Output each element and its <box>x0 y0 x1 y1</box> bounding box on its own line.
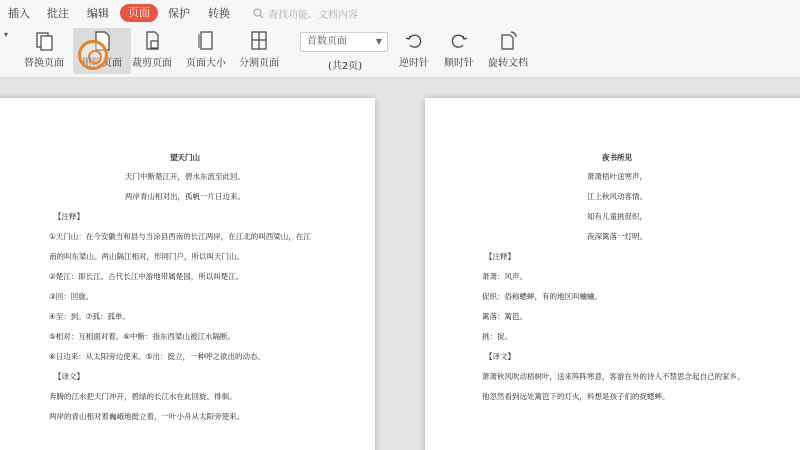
rotate-right-icon <box>448 30 470 52</box>
poem-line: 知有儿童挑促织， <box>587 212 647 221</box>
search-icon <box>253 8 264 19</box>
note-line: ②楚江：即长江。古代长江中游地带属楚国，所以叫楚江。 <box>49 272 244 281</box>
note-line: ⑤相对：互相面对着。⑥中断：指东西梁山被江水隔断。 <box>49 332 235 341</box>
translation-line: 他忽然看到远处篱笆下的灯火，料想是孩子们的捉蟋蟀。 <box>482 392 670 401</box>
crop-page-label: 裁剪页面 <box>132 58 172 69</box>
note-line: 萧萧：风声。 <box>482 272 527 281</box>
page-2-title: 夜书所见 <box>602 153 632 162</box>
page-range-select[interactable] <box>300 32 388 52</box>
rotate-left-icon <box>403 30 425 52</box>
note-line: ③回：回旋。 <box>49 292 94 301</box>
page-count-label: (共2页) <box>328 61 363 72</box>
menu-insert[interactable]: 插入 <box>8 7 30 20</box>
menu-convert[interactable]: 转换 <box>208 7 230 20</box>
poem-line: 萧萧梧叶送寒声， <box>587 172 647 181</box>
poem-line: 夜深篱落一灯明。 <box>587 232 647 241</box>
menu-page[interactable]: 页面 <box>120 4 158 22</box>
search-box[interactable] <box>253 6 358 21</box>
rotate-clockwise-label: 顺时针 <box>444 58 474 69</box>
click-highlight-indicator <box>78 40 108 70</box>
note-line: ①天门山：在今安徽当和县与当涂县西南的长江两岸，在江北的叫西梁山，在江 <box>49 232 311 241</box>
document-page-1 <box>0 98 375 450</box>
rotate-document-button[interactable] <box>479 28 537 74</box>
document-page-2 <box>425 98 800 450</box>
translation-line: 两岸的青山相对着巍峨地挺立着，一叶小舟从太阳旁使来。 <box>49 412 244 421</box>
split-page-button[interactable] <box>230 28 288 74</box>
note-line: 南的叫东梁山。两山隔江相对，形同门户，所以叫天门山。 <box>49 252 244 261</box>
note-line: ④至：到。⑦孤：孤单。 <box>49 312 130 321</box>
note-line: 篱落：篱笆。 <box>482 312 527 321</box>
crop-page-icon <box>141 30 163 52</box>
chevron-down-icon[interactable]: ▾ <box>4 30 9 39</box>
rotate-counterclockwise-label: 逆时针 <box>399 58 429 69</box>
menu-protect[interactable]: 保护 <box>168 7 190 20</box>
menu-edit[interactable]: 编辑 <box>87 7 109 20</box>
page-size-label: 页面大小 <box>186 58 226 69</box>
note-line: 挑：捉。 <box>482 332 512 341</box>
poem-line: 天门中断楚江开，碧水东流至此回。 <box>125 172 245 181</box>
delete-page-label: 删除页面 <box>82 58 122 69</box>
poem-line: 江上秋风动客情。 <box>587 192 647 201</box>
split-page-label: 分割页面 <box>239 58 279 69</box>
replace-page-icon <box>33 30 55 52</box>
rotate-document-label: 旋转文档 <box>488 58 528 69</box>
page-1-title: 望天门山 <box>170 153 200 162</box>
note-line: ⑥日边来：从太阳旁边使来。⑤出：挺立，一种呼之欲出的动态。 <box>49 352 265 361</box>
split-page-icon <box>248 30 270 52</box>
translation-line: 奔腾的江水把天门冲开，碧绿的长江水在此回旋、徘徊。 <box>49 392 237 401</box>
replace-page-label: 替换页面 <box>24 58 64 69</box>
page-range-value: 首数页面 <box>307 36 347 47</box>
rotate-document-icon <box>497 30 519 52</box>
translation-line: 萧萧秋风吹动梧树叶，送来阵阵寒意，客游在外的诗人不禁思念起自己的家乡。 <box>482 372 745 381</box>
page-size-icon <box>195 30 217 52</box>
page-size-button[interactable] <box>177 28 235 74</box>
menu-bar <box>0 0 800 26</box>
menu-comment[interactable]: 批注 <box>47 7 69 20</box>
search-placeholder: 查找功能、文档内容 <box>268 10 358 21</box>
notes-heading: 【注释】 <box>54 212 84 221</box>
note-line: 促织：俗称蟋蟀，有的地区叫蛐蛐。 <box>482 292 602 301</box>
poem-line: 两岸青山相对出，孤帆一片日边来。 <box>125 192 245 201</box>
translation-heading: 【译文】 <box>54 372 84 381</box>
notes-heading: 【注释】 <box>485 252 515 261</box>
chevron-down-icon: ▼ <box>375 37 382 46</box>
crop-page-button[interactable] <box>123 28 181 74</box>
translation-heading: 【译文】 <box>485 352 515 361</box>
replace-page-button[interactable] <box>15 28 73 74</box>
